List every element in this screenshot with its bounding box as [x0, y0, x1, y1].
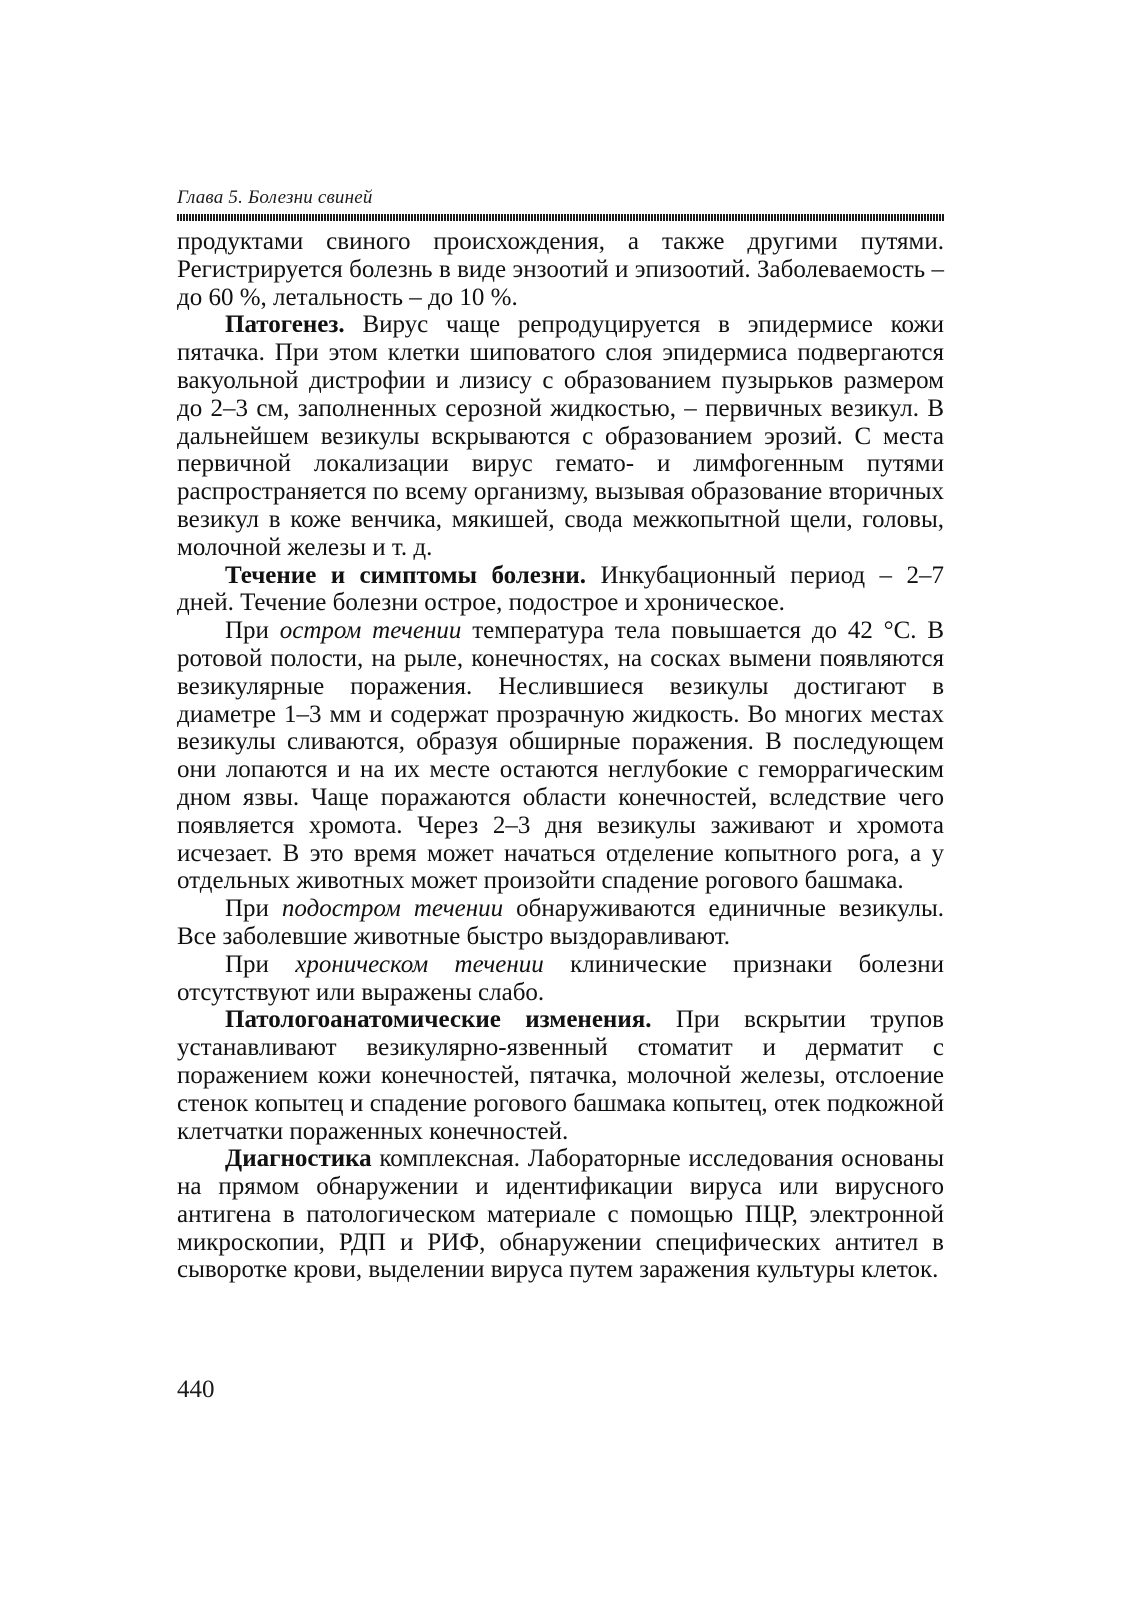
paragraph-text: клинические признаки болезни отсутствуют или выражены слабо.: [177, 950, 944, 1006]
paragraph-text: обнаруживаются единичные везикулы. Все заболевшие животные быстро выздоравливают.: [177, 895, 944, 950]
paragraph-lead: При: [225, 895, 282, 923]
paragraph-text: При вскрытии трупов устанавливают везикулярно-язвенный стоматит и дерматит с поражением кожи конечностей, пятачка, молочной железы, отслоение стенок копытец и спадение рогового башмака копытец, отек подкожной клетчатки пораженных конечностей.: [177, 1006, 944, 1145]
term-subacute-course: подостром течении: [281, 895, 504, 923]
paragraph-text: комплексная. Лабораторные исследования основаны на прямом обнаружении и идентификации вируса или вирусного антигена в патологическом материале с помощью ПЦР, электронной микроскопии, РДП и РИФ, обнаружении специфических антител в сыворотке крови, выделении вируса путем заражения культуры клеток.: [177, 1145, 944, 1284]
paragraph-subacute-course: [177, 895, 944, 951]
paragraph-text: Вирус чаще репродуцируется в эпидермисе кожи пятачка. При этом клетки шиповатого слоя эпидермиса подвергаются вакуольной дистрофии и лизису с образованием пузырьков размером до 2–3 см, заполненных серозной жидкостью, – первичных везикул. В дальнейшем везикулы вскрываются с образованием эрозий. С места первичной локализации вирус гемато- и лимфогенным путями распространяется по всему организму, вызывая образование вторичных везикул в коже венчика, мякишей, свода межкопытной щели, головы, молочной железы и т. д.: [177, 311, 944, 561]
section-heading-pathology: Патологоанатомические изменения.: [225, 1006, 652, 1034]
page-number: 440: [177, 1376, 215, 1403]
paragraph-text: продуктами свиного происхождения, а также другими путями. Регистрируется болезнь в виде энзоотий и эпизоотий. Заболеваемость – до 60 %, летальность – до 10 %.: [177, 228, 944, 311]
term-acute-course: остром течении: [279, 617, 462, 645]
body-text: [177, 228, 944, 1284]
paragraph-pathogenesis: [177, 311, 944, 561]
paragraph-chronic-course: [177, 951, 944, 1007]
paragraph-acute-course: [177, 617, 944, 895]
paragraph-course-symptoms: [177, 562, 944, 618]
section-heading-diagnostics: Диагностика: [225, 1145, 372, 1173]
paragraph-diagnostics: [177, 1145, 944, 1284]
section-heading-course-symptoms: Течение и симптомы болезни.: [225, 561, 587, 589]
paragraph-text: Инкубационный период – 2–7 дней. Течение болезни острое, подострое и хроническое.: [177, 561, 944, 617]
running-head: Глава 5. Болезни свиней: [177, 187, 373, 208]
paragraph-text: температура тела повышается до 42 °С. В ротовой полости, на рыле, конечностях, на сосках вымени появляются везикулярные поражения. Неслившиеся везикулы достигают в диаметре 1–3 мм и содержат прозрачную жидкость. Во многих местах везикулы сливаются, образуя обширные поражения. В последующем они лопаются и на их месте остаются неглубокие с геморрагическим дном язвы. Чаще поражаются области конечностей, вследствие чего появляется хромота. Через 2–3 дня везикулы заживают и хромота исчезает. В это время может начаться отделение копытного рога, а у отдельных животных может произойти спадение рогового башмака.: [177, 617, 944, 895]
section-heading-pathogenesis: Патогенез.: [225, 311, 345, 339]
term-chronic-course: хроническом течении: [295, 950, 544, 978]
paragraph-pathology: [177, 1006, 944, 1145]
paragraph-continuation: [177, 228, 944, 311]
paragraph-lead: При: [225, 617, 280, 645]
paragraph-lead: При: [225, 950, 296, 978]
header-rule: [177, 214, 944, 221]
